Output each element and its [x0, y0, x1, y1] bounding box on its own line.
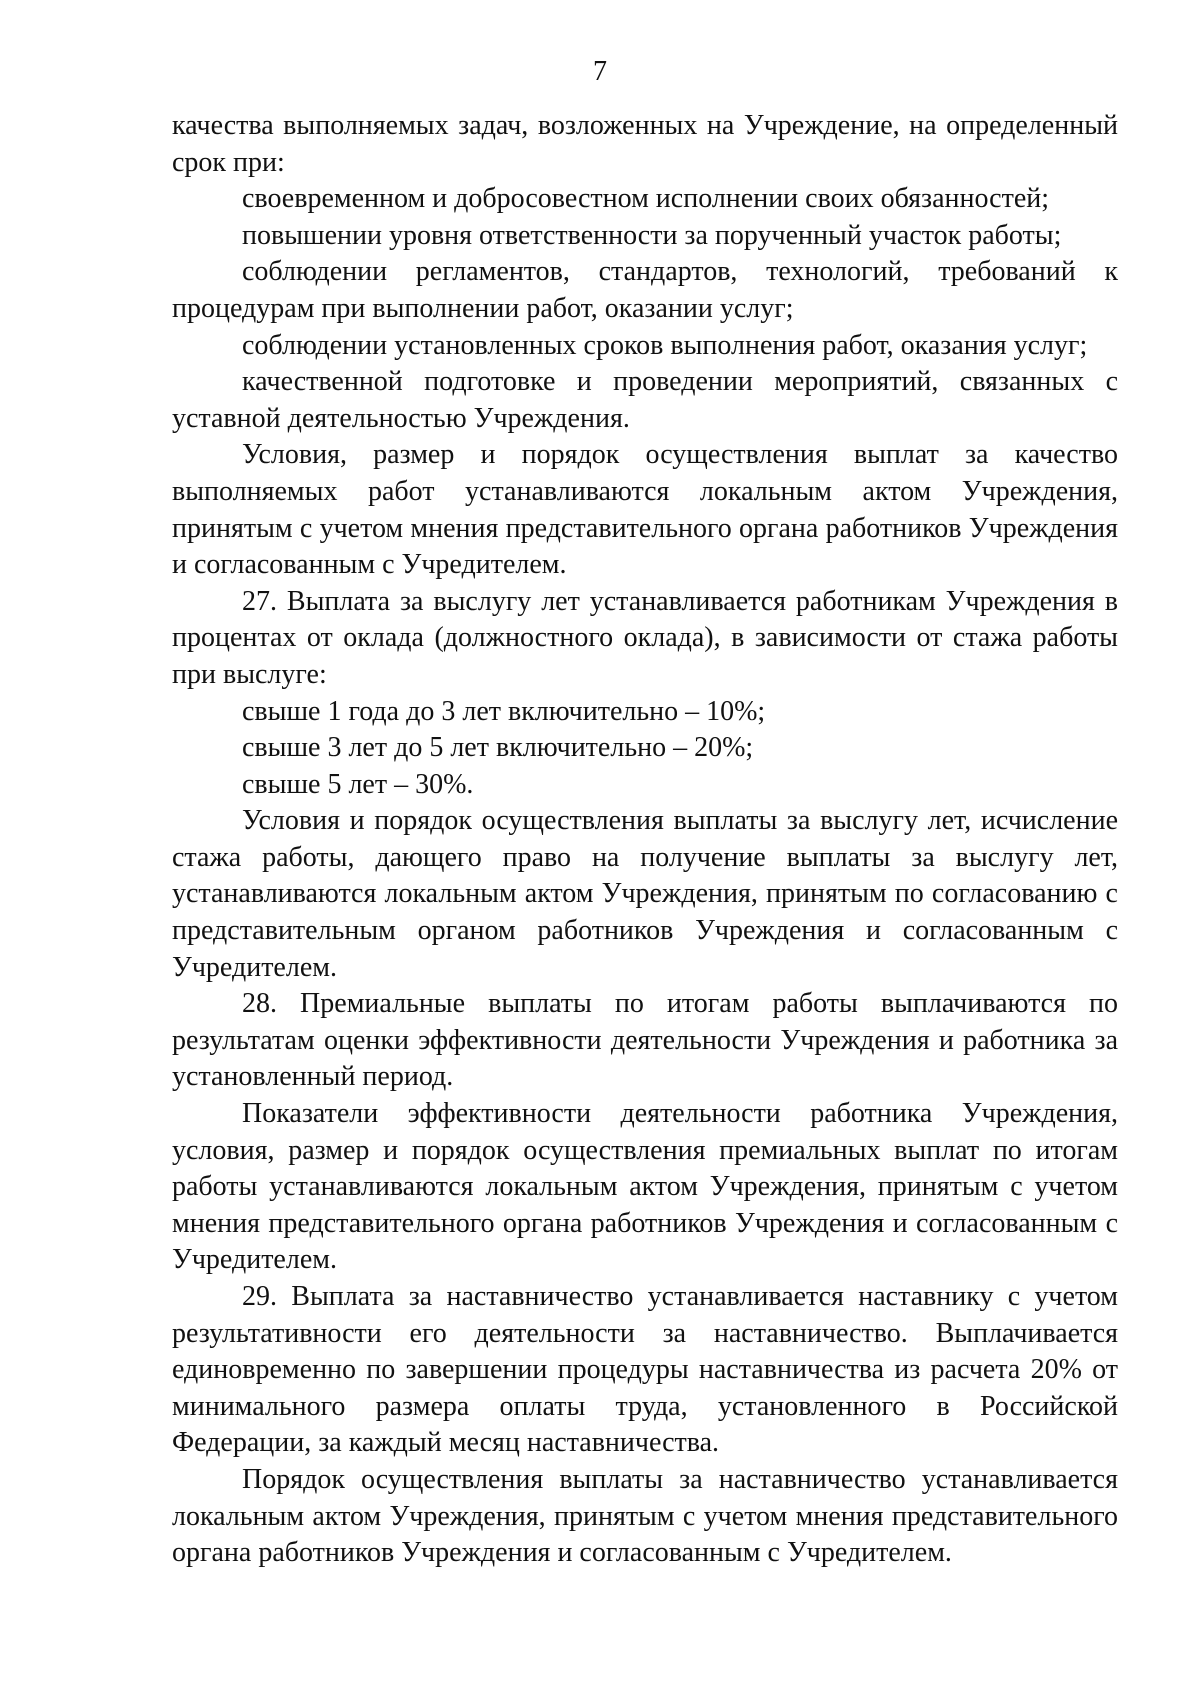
- paragraph: своевременном и добросовестном исполнении своих обязанностей;: [242, 183, 1050, 215]
- list-item: свыше 5 лет – 30%.: [242, 768, 474, 800]
- paragraph: качественной подготовке и проведении мероприятий, связанных с уставной деятельностью Учреждения.: [172, 366, 1118, 434]
- paragraph: соблюдении установленных сроков выполнения работ, оказания услуг;: [242, 329, 1088, 361]
- paragraph-item-29: 29. Выплата за наставничество устанавливается наставнику с учетом результативности его деятельности за наставничество. Выплачивается единовременно по завершении процедуры наставничества из расчета 20% от минимального размера оплаты труда, установленного в Российской Федерации, за каждый месяц наставничества.: [172, 1281, 1118, 1459]
- paragraph-item-28: 28. Премиальные выплаты по итогам работы выплачиваются по результатам оценки эффективности деятельности Учреждения и работника за установленный период.: [172, 988, 1118, 1093]
- document-body: [172, 108, 1118, 1572]
- list-item: свыше 3 лет до 5 лет включительно – 20%;: [242, 732, 754, 764]
- paragraph: Условия, размер и порядок осуществления выплат за качество выполняемых работ устанавливаются локальным актом Учреждения, принятым с учетом мнения представительного органа работников Учреждения и согласованным с Учредителем.: [172, 439, 1118, 581]
- paragraph: соблюдении регламентов, стандартов, технологий, требований к процедурам при выполнении работ, оказании услуг;: [172, 256, 1118, 324]
- paragraph: Показатели эффективности деятельности работника Учреждения, условия, размер и порядок осуществления премиальных выплат по итогам работы устанавливаются локальным актом Учреждения, принятым с учетом мнения представительного органа работников Учреждения и согласованным с Учредителем.: [172, 1098, 1118, 1276]
- paragraph: Условия и порядок осуществления выплаты за выслугу лет, исчисление стажа работы, дающего право на получение выплаты за выслугу лет, устанавливаются локальным актом Учреждения, принятым по согласованию с представительным органом работников Учреждения и согласованным с Учредителем.: [172, 805, 1118, 983]
- paragraph: Порядок осуществления выплаты за наставничество устанавливается локальным актом Учреждения, принятым с учетом мнения представительного органа работников Учреждения и согласованным с Учредителем.: [172, 1463, 1118, 1569]
- page-number: 7: [593, 56, 607, 87]
- list-item: свыше 1 года до 3 лет включительно – 10%;: [242, 695, 766, 727]
- paragraph-item-27: 27. Выплата за выслугу лет устанавливается работникам Учреждения в процентах от оклада (должностного оклада), в зависимости от стажа работы при выслуге:: [172, 585, 1118, 690]
- paragraph: качества выполняемых задач, возложенных на Учреждение, на определенный срок при:: [172, 110, 1118, 178]
- paragraph: повышении уровня ответственности за порученный участок работы;: [242, 219, 1062, 251]
